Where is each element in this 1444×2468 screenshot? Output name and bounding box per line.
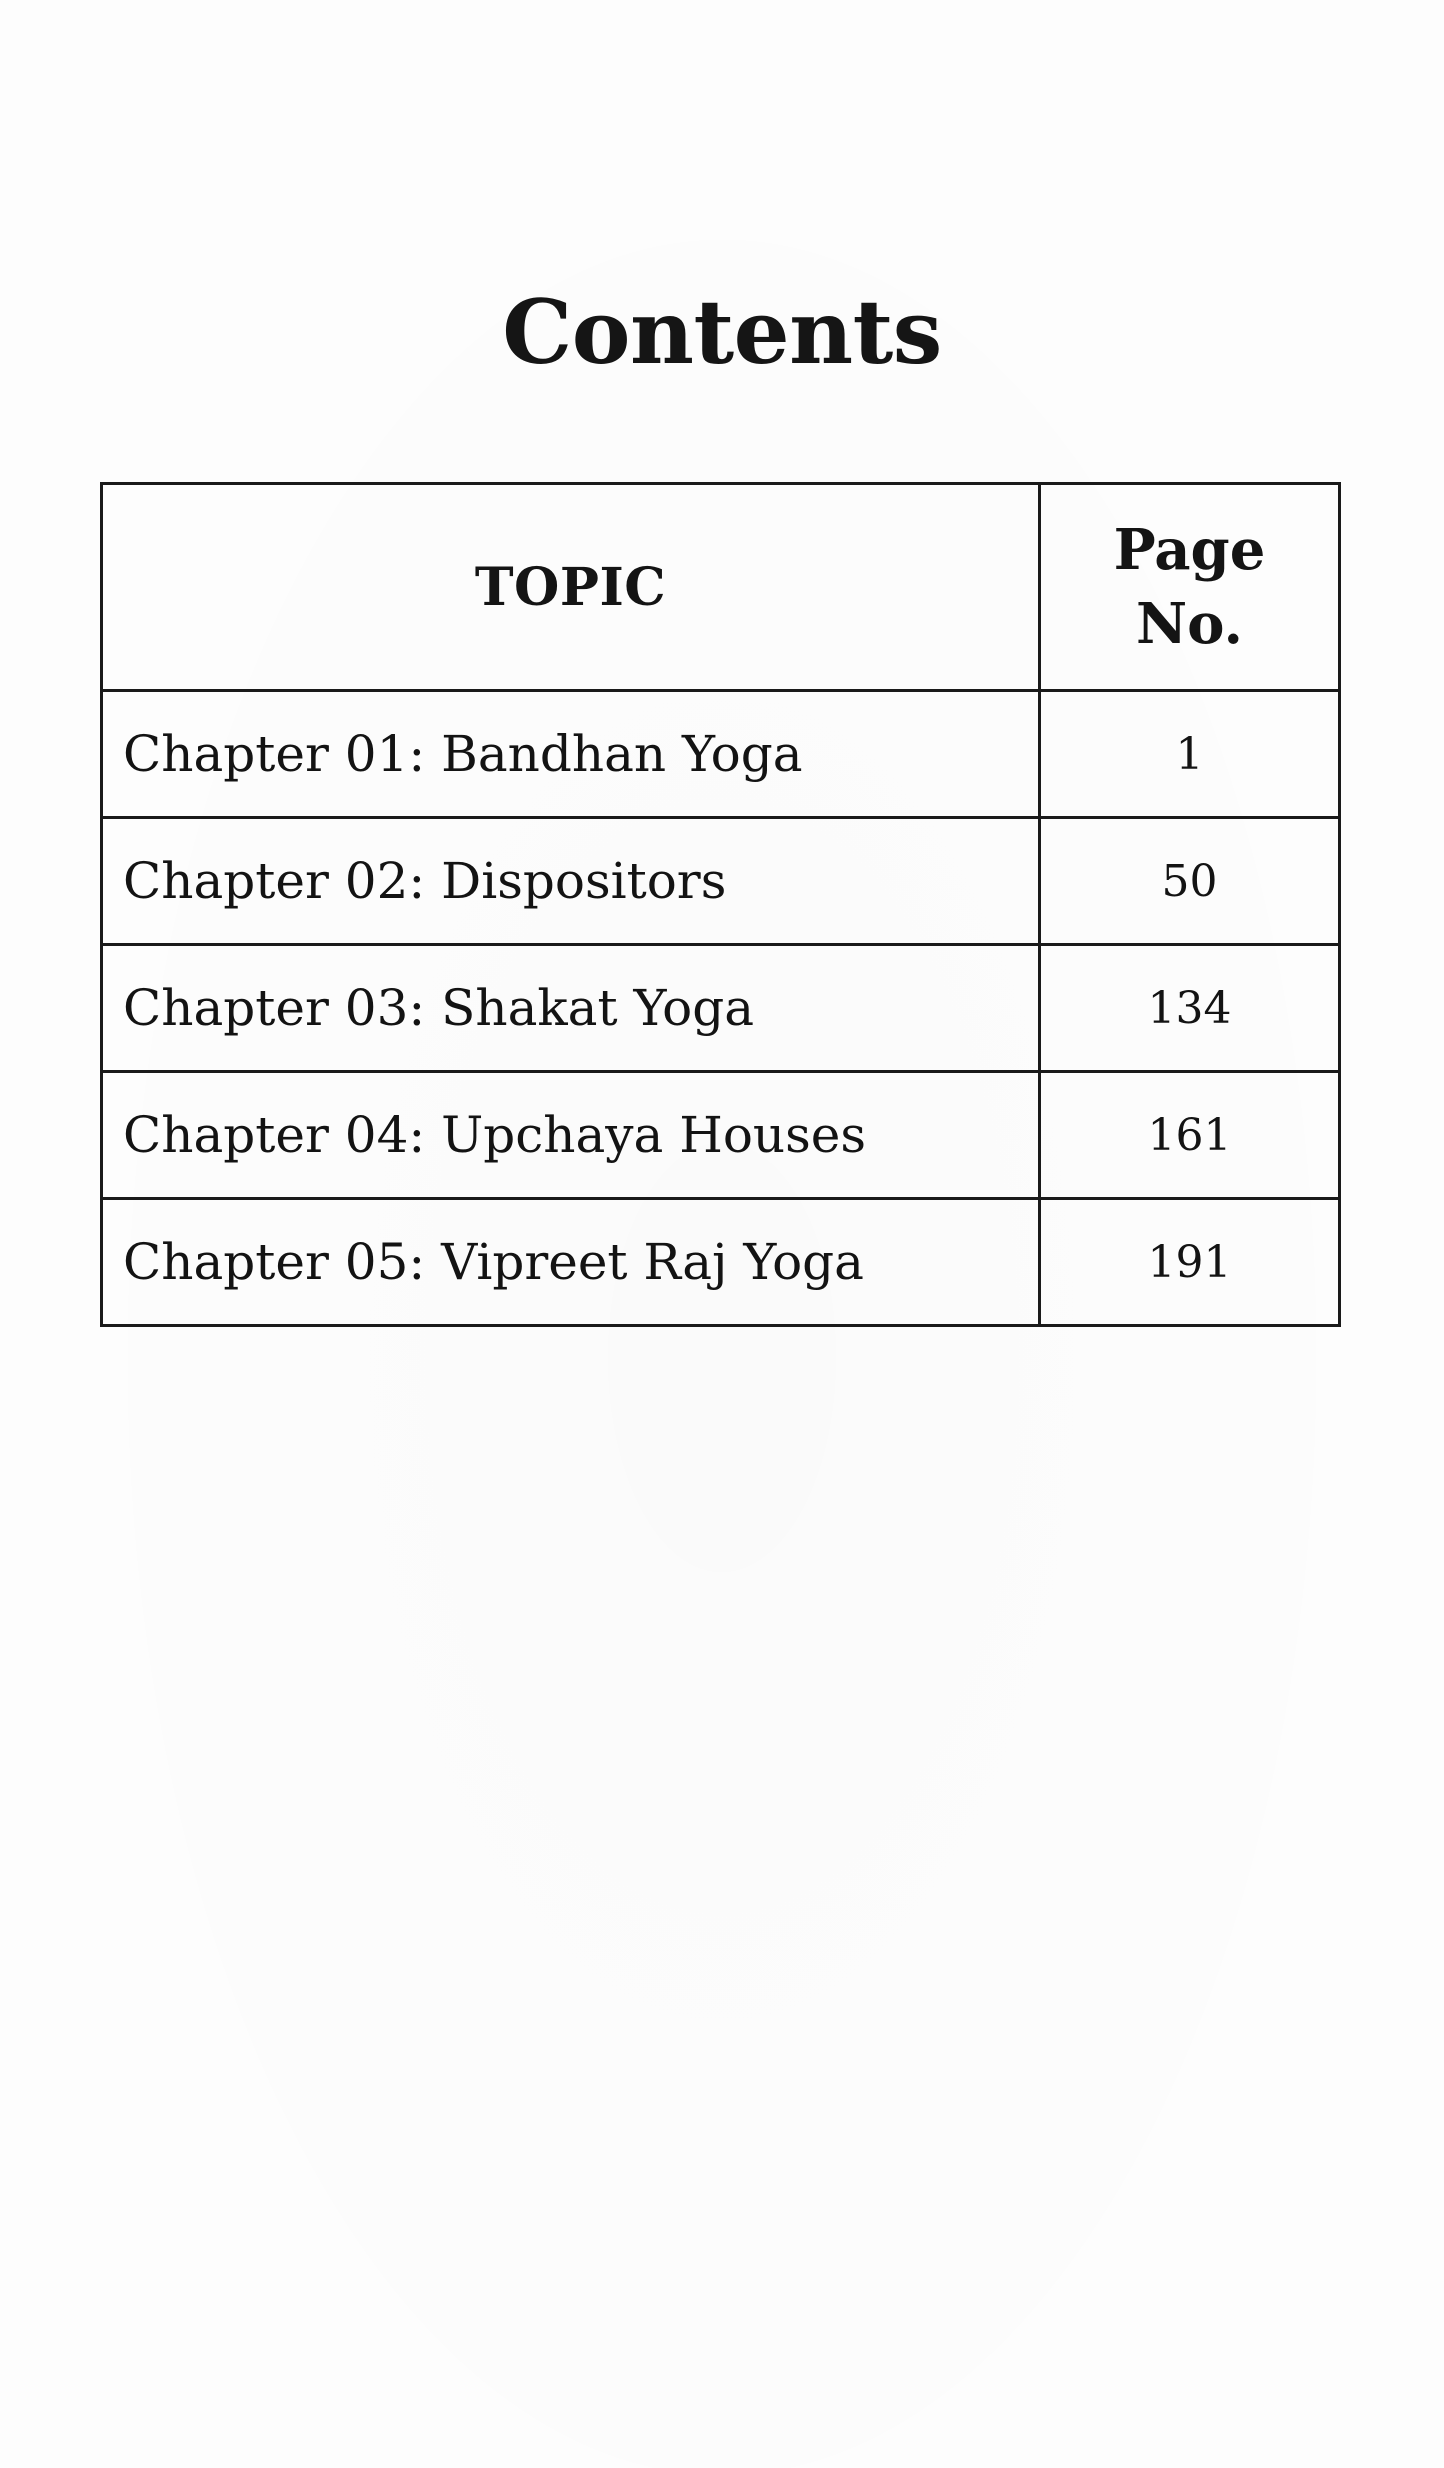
table-row [102, 1199, 1340, 1326]
table-row [102, 818, 1340, 945]
table-row [102, 945, 1340, 1072]
page-header-line-2: No. [1135, 591, 1244, 657]
table-row [102, 1072, 1340, 1199]
table-header-row [102, 484, 1340, 691]
chapter-title: Chapter 03: Shakat Yoga [102, 945, 1040, 1072]
chapter-page-number: 50 [1040, 818, 1340, 945]
chapter-title: Chapter 05: Vipreet Raj Yoga [102, 1199, 1040, 1326]
page-number-column-header [1040, 484, 1340, 691]
page-title: Contents [502, 279, 942, 384]
chapter-title: Chapter 04: Upchaya Houses [102, 1072, 1040, 1199]
topic-column-header: TOPIC [102, 484, 1040, 691]
chapter-page-number: 161 [1040, 1072, 1340, 1199]
page-header-line-1: Page [1113, 517, 1266, 583]
table-row [102, 691, 1340, 818]
chapter-title: Chapter 01: Bandhan Yoga [102, 691, 1040, 818]
chapter-title: Chapter 02: Dispositors [102, 818, 1040, 945]
chapter-page-number: 1 [1040, 691, 1340, 818]
chapter-page-number: 134 [1040, 945, 1340, 1072]
contents-table [100, 482, 1341, 1327]
chapter-page-number: 191 [1040, 1199, 1340, 1326]
